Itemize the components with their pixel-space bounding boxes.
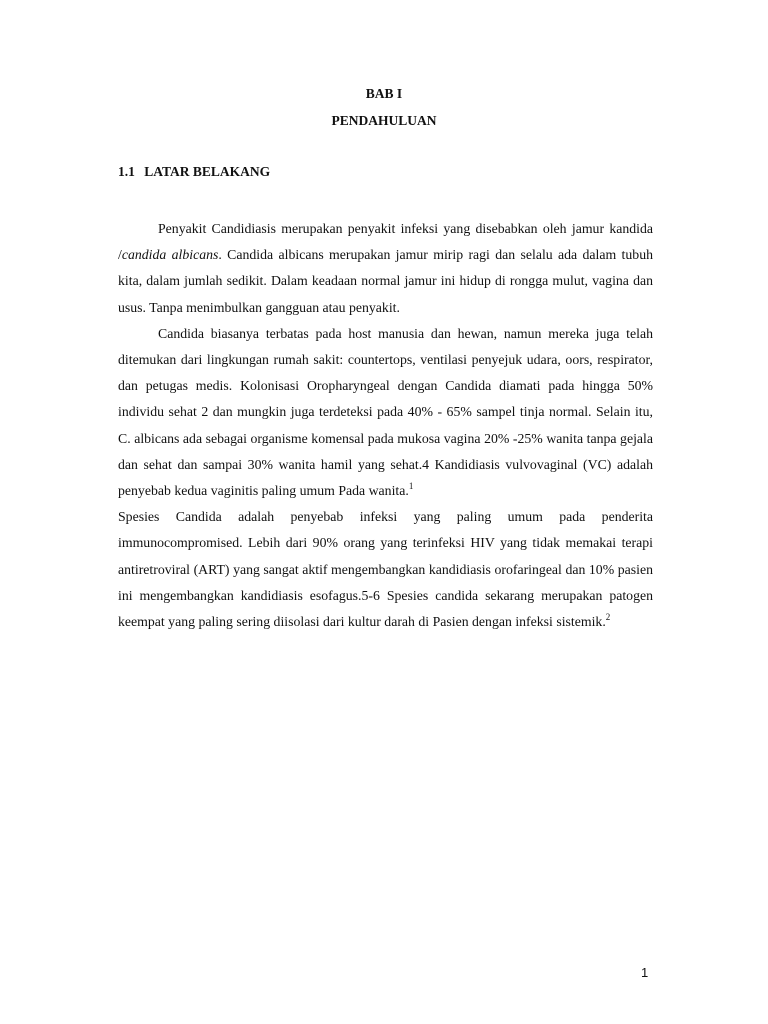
paragraph-1-text-a: Penyakit Candidiasis merupakan penyakit infeksi yang disebabkan oleh jamur kandida / [118,221,653,263]
body-text [118,216,653,635]
page-number: 1 [641,965,649,980]
paragraph-2 [118,321,653,504]
section-title: LATAR BELAKANG [144,164,271,179]
paragraph-3 [118,504,653,635]
footnote-ref-1: 1 [408,481,414,492]
chapter-title: PENDAHULUAN [331,113,437,128]
paragraph-1 [118,216,653,321]
footnote-ref-2: 2 [605,612,611,623]
section-heading [118,164,270,180]
section-number: 1.1 [118,164,135,179]
chapter-number: BAB I [365,86,403,101]
paragraph-3-text: Spesies Candida adalah penyebab infeksi yang paling umum pada penderita immunocompromised. Lebih dari 90% orang yang terinfeksi HIV yang tidak memakai terapi antiretroviral (ART) yang sangat aktif mengembangkan kandidiasis orofaringeal dan 10% pasien ini mengembangkan kandidiasis esofagus.5-6 Spesies candida sekarang merupakan patogen keempat yang paling sering diisolasi dari kultur darah di Pasien dengan infeksi sistemik. [118,509,653,630]
paragraph-1-text-b: . Candida albicans merupakan jamur mirip ragi dan selalu ada dalam tubuh kita, dalam jumlah sedikit. Dalam keadaan normal jamur ini hidup di rongga mulut, vagina dan usus. Tanpa menimbulkan gangguan atau penyakit. [118,247,653,315]
paragraph-1-italic-term: candida albicans [121,247,219,263]
paragraph-2-text: Candida biasanya terbatas pada host manusia dan hewan, namun mereka juga telah ditemukan dari lingkungan rumah sakit: countertops, ventilasi penyejuk udara, oors, respirator, dan petugas medis. Kolonisasi Oropharyngeal dengan Candida diamati pada hingga 50% individu sehat 2 dan mungkin juga terdeteksi pada 40% - 65% sampel tinja normal. Selain itu, C. albicans ada sebagai organisme komensal pada mukosa vagina 20% -25% wanita tanpa gejala dan sehat dan sampai 30% wanita hamil yang sehat.4 Kandidiasis vulvovaginal (VC) adalah penyebab kedua vaginitis paling umum Pada wanita. [118,325,653,499]
